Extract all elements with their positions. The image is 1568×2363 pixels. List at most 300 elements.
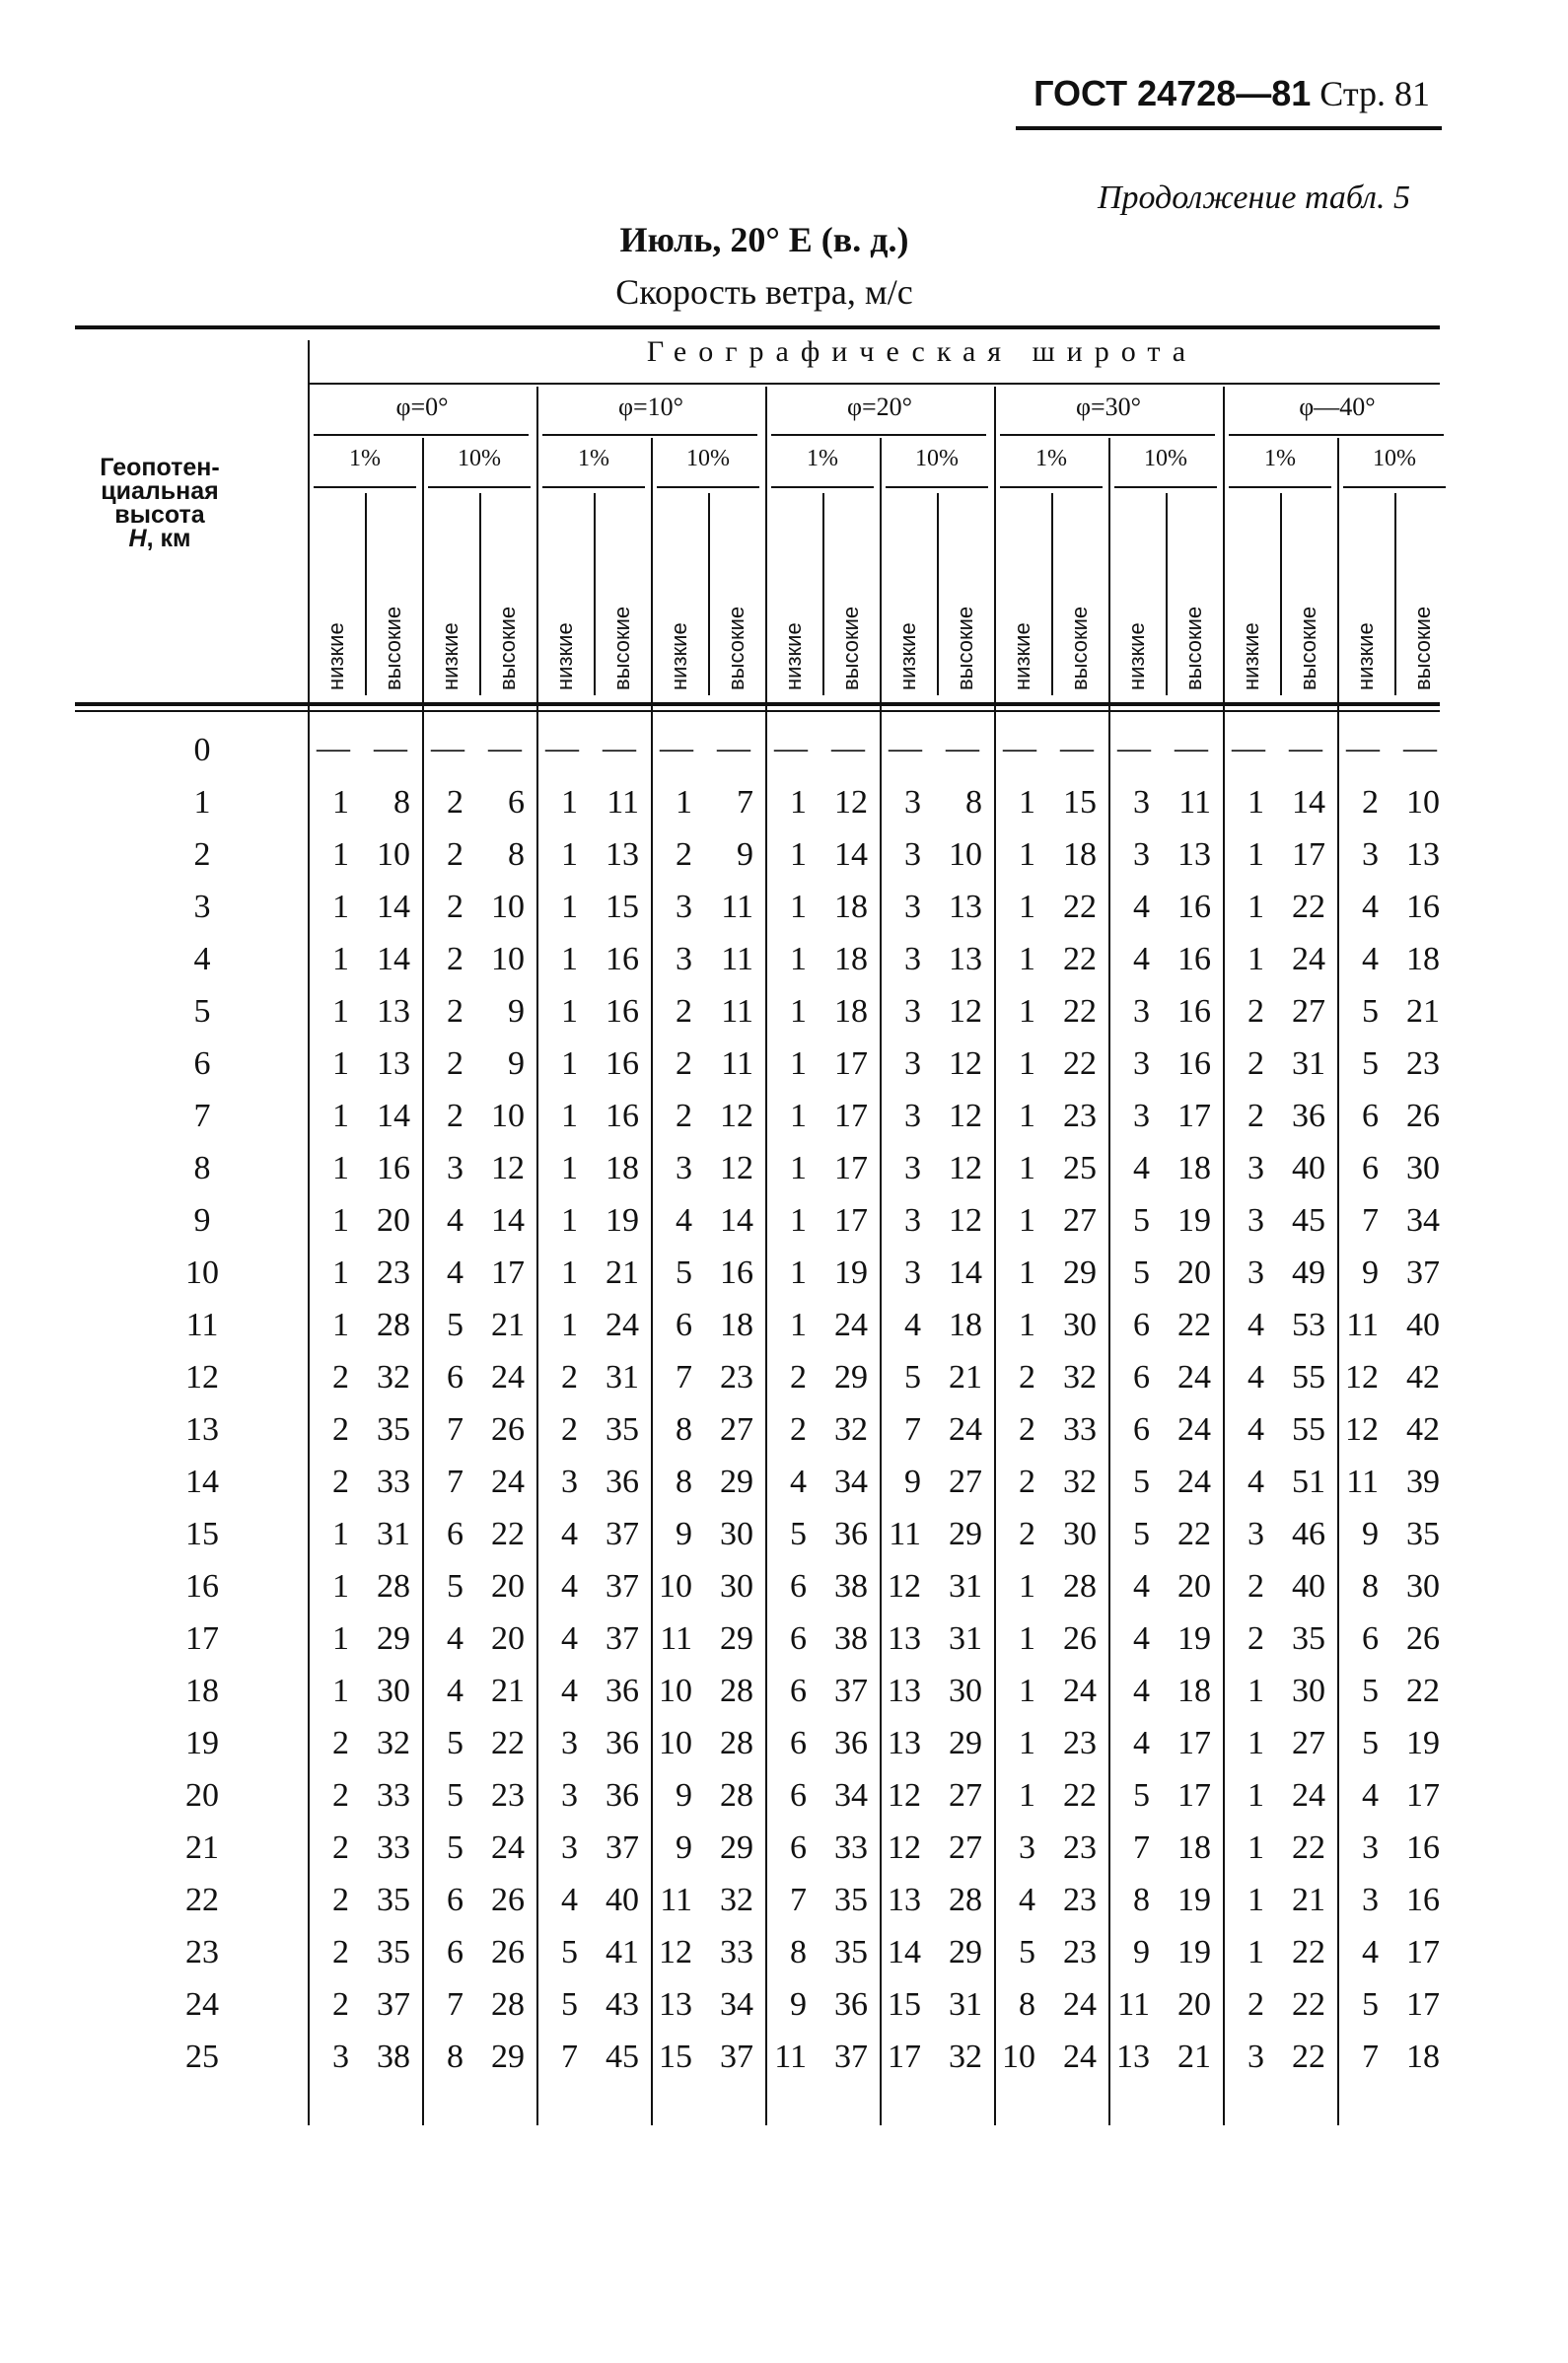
table-cell-high: 18 bbox=[834, 889, 868, 925]
table-cell-high: 16 bbox=[606, 941, 639, 977]
height-value: 13 bbox=[185, 1411, 219, 1448]
table-cell-low: 1 bbox=[1247, 1777, 1264, 1814]
table-cell-low: 1 bbox=[332, 1673, 349, 1709]
table-cell-low: 2 bbox=[1247, 1568, 1264, 1605]
table-cell-high: 16 bbox=[606, 993, 639, 1030]
table-cell-low: 7 bbox=[447, 1986, 463, 2023]
table-cell-high: 51 bbox=[1292, 1464, 1325, 1500]
table-cell-high: 14 bbox=[1292, 784, 1325, 821]
latitude-label: φ=10° bbox=[617, 393, 684, 421]
table-cell-high: 37 bbox=[606, 1829, 639, 1866]
latitude-label: φ—40° bbox=[1299, 393, 1376, 421]
level-header-rule bbox=[428, 486, 531, 488]
percent-label: 1% bbox=[349, 446, 381, 471]
table-cell-low: 8 bbox=[447, 2039, 463, 2075]
table-cell-high: 23 bbox=[720, 1359, 753, 1396]
level-label: низкие bbox=[667, 622, 691, 690]
table-cell-high: 27 bbox=[1292, 993, 1325, 1030]
table-cell-low: 5 bbox=[1362, 1986, 1379, 2023]
table-cell-high: 30 bbox=[1063, 1307, 1097, 1343]
table-cell-high: 37 bbox=[834, 1673, 868, 1709]
table-cell-low: 2 bbox=[1019, 1516, 1035, 1552]
table-cell-high: 26 bbox=[491, 1934, 525, 1970]
table-cell-high: 40 bbox=[1406, 1307, 1440, 1343]
table-cell-low: 5 bbox=[447, 1725, 463, 1761]
height-value: 22 bbox=[185, 1882, 219, 1918]
table-cell-low: 2 bbox=[332, 1359, 349, 1396]
percent-header-rule bbox=[1000, 434, 1215, 436]
table-cell-high: 11 bbox=[721, 1045, 753, 1082]
table-cell-high: 22 bbox=[1292, 889, 1325, 925]
table-cell-high: 24 bbox=[491, 1359, 525, 1396]
latitude-separator bbox=[1223, 387, 1225, 2125]
table-cell-low: 11 bbox=[1117, 1986, 1150, 2023]
table-cell-low: 4 bbox=[1362, 889, 1379, 925]
table-cell-low: 2 bbox=[561, 1359, 578, 1396]
table-cell-high: 19 bbox=[834, 1254, 868, 1291]
table-cell-high: 23 bbox=[1063, 1725, 1097, 1761]
table-cell-low: 1 bbox=[561, 1098, 578, 1134]
percent-header-rule bbox=[542, 434, 757, 436]
height-value: 20 bbox=[185, 1777, 219, 1814]
level-header-rule bbox=[542, 486, 645, 488]
level-separator bbox=[479, 493, 481, 695]
standard-number: ГОСТ 24728—81 bbox=[1033, 73, 1312, 113]
table-cell-low: 3 bbox=[561, 1777, 578, 1814]
table-cell-high: 19 bbox=[1177, 1202, 1211, 1239]
table-subtitle: Скорость ветра, м/с bbox=[615, 272, 913, 312]
dash-cell: — bbox=[1232, 730, 1265, 766]
table-cell-low: 6 bbox=[1362, 1620, 1379, 1657]
height-value: 3 bbox=[193, 889, 211, 925]
table-cell-high: 12 bbox=[949, 1098, 982, 1134]
table-cell-high: 17 bbox=[1406, 1934, 1440, 1970]
table-cell-high: 11 bbox=[721, 941, 753, 977]
table-cell-low: 1 bbox=[1247, 889, 1264, 925]
table-cell-high: 20 bbox=[491, 1568, 525, 1605]
table-cell-high: 31 bbox=[949, 1620, 982, 1657]
table-cell-high: 32 bbox=[377, 1359, 410, 1396]
table-cell-high: 23 bbox=[1063, 1882, 1097, 1918]
level-header-rule bbox=[1000, 486, 1103, 488]
height-value: 14 bbox=[185, 1464, 219, 1500]
percent-label: 1% bbox=[1264, 446, 1296, 471]
table-cell-low: 5 bbox=[447, 1829, 463, 1866]
dash-cell: — bbox=[889, 730, 922, 766]
table-cell-low: 7 bbox=[790, 1882, 807, 1918]
table-cell-low: 3 bbox=[904, 1202, 921, 1239]
table-cell-low: 8 bbox=[1362, 1568, 1379, 1605]
table-cell-low: 7 bbox=[1362, 2039, 1379, 2075]
table-cell-low: 4 bbox=[447, 1673, 463, 1709]
table-cell-high: 14 bbox=[377, 889, 410, 925]
table-cell-high: 35 bbox=[1292, 1620, 1325, 1657]
table-cell-high: 17 bbox=[491, 1254, 525, 1291]
table-cell-low: 5 bbox=[1133, 1516, 1150, 1552]
height-value: 19 bbox=[185, 1725, 219, 1761]
table-cell-low: 3 bbox=[1133, 993, 1150, 1030]
table-cell-high: 40 bbox=[1292, 1150, 1325, 1186]
table-cell-high: 22 bbox=[1063, 993, 1097, 1030]
table-cell-high: 30 bbox=[377, 1673, 410, 1709]
table-cell-high: 16 bbox=[1177, 941, 1211, 977]
table-cell-high: 14 bbox=[834, 836, 868, 873]
table-cell-low: 1 bbox=[332, 1202, 349, 1239]
table-cell-high: 16 bbox=[1406, 889, 1440, 925]
table-cell-high: 13 bbox=[1406, 836, 1440, 873]
table-cell-high: 13 bbox=[377, 993, 410, 1030]
table-cell-low: 12 bbox=[1345, 1359, 1379, 1396]
table-cell-low: 2 bbox=[676, 1045, 692, 1082]
table-cell-high: 45 bbox=[606, 2039, 639, 2075]
table-cell-high: 37 bbox=[377, 1986, 410, 2023]
table-cell-high: 19 bbox=[1177, 1620, 1211, 1657]
table-cell-high: 17 bbox=[1292, 836, 1325, 873]
level-header-rule bbox=[1114, 486, 1217, 488]
table-cell-high: 28 bbox=[1063, 1568, 1097, 1605]
dash-cell: — bbox=[1003, 730, 1036, 766]
percent-label: 10% bbox=[915, 446, 959, 471]
level-separator bbox=[1394, 493, 1396, 695]
table-cell-low: 1 bbox=[790, 1254, 807, 1291]
table-title: Июль, 20° E (в. д.) bbox=[619, 220, 909, 259]
table-cell-low: 1 bbox=[1247, 784, 1264, 821]
table-cell-high: 20 bbox=[1177, 1568, 1211, 1605]
table-top-rule bbox=[75, 325, 1440, 329]
table-cell-high: 28 bbox=[377, 1568, 410, 1605]
table-cell-high: 11 bbox=[721, 889, 753, 925]
table-cell-high: 26 bbox=[1406, 1620, 1440, 1657]
table-cell-low: 1 bbox=[790, 1307, 807, 1343]
level-label: высокие bbox=[1296, 606, 1320, 690]
table-cell-low: 4 bbox=[561, 1620, 578, 1657]
table-cell-high: 24 bbox=[1292, 1777, 1325, 1814]
table-cell-high: 18 bbox=[1177, 1673, 1211, 1709]
dash-cell: — bbox=[774, 730, 808, 766]
table-cell-high: 28 bbox=[949, 1882, 982, 1918]
height-value: 7 bbox=[193, 1098, 211, 1134]
level-separator bbox=[822, 493, 824, 695]
table-cell-low: 7 bbox=[447, 1411, 463, 1448]
height-value: 16 bbox=[185, 1568, 219, 1605]
height-value: 10 bbox=[185, 1254, 219, 1291]
level-separator bbox=[1166, 493, 1168, 695]
table-cell-low: 3 bbox=[1247, 1254, 1264, 1291]
table-cell-low: 1 bbox=[561, 1045, 578, 1082]
table-cell-high: 27 bbox=[1292, 1725, 1325, 1761]
table-cell-high: 13 bbox=[606, 836, 639, 873]
latitude-separator bbox=[536, 387, 538, 2125]
table-cell-low: 10 bbox=[659, 1568, 692, 1605]
table-cell-high: 30 bbox=[1063, 1516, 1097, 1552]
table-cell-high: 31 bbox=[949, 1986, 982, 2023]
table-cell-high: 19 bbox=[1177, 1882, 1211, 1918]
table-cell-high: 35 bbox=[834, 1882, 868, 1918]
page-number: Стр. 81 bbox=[1319, 74, 1430, 113]
level-header-rule bbox=[314, 486, 416, 488]
table-cell-high: 34 bbox=[1406, 1202, 1440, 1239]
level-label: высокие bbox=[1181, 606, 1206, 690]
table-cell-low: 11 bbox=[660, 1882, 692, 1918]
table-cell-low: 1 bbox=[561, 1150, 578, 1186]
table-cell-high: 12 bbox=[949, 993, 982, 1030]
level-separator bbox=[937, 493, 939, 695]
percent-label: 1% bbox=[807, 446, 838, 471]
table-cell-low: 13 bbox=[659, 1986, 692, 2023]
table-cell-high: 29 bbox=[491, 2039, 525, 2075]
percent-separator bbox=[422, 438, 424, 2125]
table-cell-high: 35 bbox=[834, 1934, 868, 1970]
table-cell-high: 17 bbox=[1406, 1777, 1440, 1814]
table-cell-high: 34 bbox=[834, 1777, 868, 1814]
page-header bbox=[1016, 73, 1430, 114]
level-label: высокие bbox=[381, 606, 405, 690]
table-cell-low: 2 bbox=[447, 1098, 463, 1134]
table-cell-high: 19 bbox=[1177, 1934, 1211, 1970]
table-cell-high: 34 bbox=[834, 1464, 868, 1500]
table-cell-high: 29 bbox=[949, 1934, 982, 1970]
table-cell-high: 37 bbox=[606, 1568, 639, 1605]
table-cell-low: 2 bbox=[332, 1882, 349, 1918]
table-cell-low: 10 bbox=[1002, 2039, 1035, 2075]
table-cell-high: 33 bbox=[377, 1464, 410, 1500]
table-cell-high: 13 bbox=[1177, 836, 1211, 873]
table-cell-low: 7 bbox=[904, 1411, 921, 1448]
percent-separator bbox=[1108, 438, 1110, 2125]
table-cell-low: 4 bbox=[561, 1516, 578, 1552]
table-cell-high: 22 bbox=[1292, 1829, 1325, 1866]
table-cell-high: 16 bbox=[1406, 1829, 1440, 1866]
table-cell-high: 24 bbox=[1177, 1359, 1211, 1396]
table-cell-high: 33 bbox=[377, 1777, 410, 1814]
table-cell-high: 16 bbox=[720, 1254, 753, 1291]
table-cell-low: 3 bbox=[1133, 836, 1150, 873]
level-label: низкие bbox=[1010, 622, 1034, 690]
table-cell-low: 1 bbox=[1019, 1777, 1035, 1814]
table-cell-high: 13 bbox=[949, 941, 982, 977]
table-cell-high: 31 bbox=[1292, 1045, 1325, 1082]
table-cell-high: 33 bbox=[720, 1934, 753, 1970]
table-cell-high: 24 bbox=[606, 1307, 639, 1343]
latitude-label: φ=20° bbox=[846, 393, 913, 421]
table-cell-high: 12 bbox=[834, 784, 868, 821]
height-value: 12 bbox=[185, 1359, 219, 1396]
table-cell-low: 1 bbox=[1019, 1202, 1035, 1239]
table-cell-low: 3 bbox=[1019, 1829, 1035, 1866]
table-cell-low: 3 bbox=[561, 1464, 578, 1500]
table-cell-low: 1 bbox=[561, 1254, 578, 1291]
table-cell-low: 1 bbox=[332, 1098, 349, 1134]
table-cell-low: 9 bbox=[676, 1516, 692, 1552]
table-cell-low: 2 bbox=[447, 836, 463, 873]
table-cell-high: 21 bbox=[1292, 1882, 1325, 1918]
dash-cell: — bbox=[1403, 730, 1437, 766]
table-cell-high: 14 bbox=[377, 941, 410, 977]
table-cell-high: 18 bbox=[834, 993, 868, 1030]
table-cell-high: 10 bbox=[491, 1098, 525, 1134]
table-cell-high: 18 bbox=[834, 941, 868, 977]
table-cell-low: 1 bbox=[1019, 1568, 1035, 1605]
height-value: 11 bbox=[185, 1307, 219, 1343]
table-cell-low: 3 bbox=[332, 2039, 349, 2075]
table-cell-high: 35 bbox=[1406, 1516, 1440, 1552]
continuation-note: Продолжение табл. 5 bbox=[1097, 179, 1410, 216]
table-cell-high: 21 bbox=[491, 1307, 525, 1343]
table-cell-high: 35 bbox=[377, 1411, 410, 1448]
table-cell-low: 2 bbox=[332, 1411, 349, 1448]
table-cell-low: 2 bbox=[676, 836, 692, 873]
table-cell-low: 5 bbox=[447, 1307, 463, 1343]
table-cell-low: 1 bbox=[332, 1254, 349, 1291]
geo-header: Географическая широта bbox=[646, 335, 1198, 368]
table-cell-high: 32 bbox=[1063, 1359, 1097, 1396]
table-cell-low: 8 bbox=[790, 1934, 807, 1970]
table-cell-high: 8 bbox=[508, 836, 525, 873]
table-cell-low: 1 bbox=[1019, 1098, 1035, 1134]
table-cell-high: 27 bbox=[949, 1464, 982, 1500]
table-cell-high: 22 bbox=[491, 1516, 525, 1552]
table-cell-high: 10 bbox=[491, 889, 525, 925]
table-cell-low: 1 bbox=[1247, 1725, 1264, 1761]
table-cell-low: 15 bbox=[888, 1986, 921, 2023]
table-cell-high: 35 bbox=[606, 1411, 639, 1448]
table-cell-low: 1 bbox=[790, 1202, 807, 1239]
percent-label: 10% bbox=[458, 446, 501, 471]
table-cell-high: 17 bbox=[834, 1202, 868, 1239]
table-cell-low: 1 bbox=[1019, 1254, 1035, 1291]
table-cell-low: 9 bbox=[676, 1777, 692, 1814]
table-cell-high: 18 bbox=[606, 1150, 639, 1186]
level-label: высокие bbox=[953, 606, 977, 690]
table-cell-low: 13 bbox=[888, 1620, 921, 1657]
table-cell-low: 1 bbox=[561, 993, 578, 1030]
table-cell-high: 37 bbox=[834, 2039, 868, 2075]
table-cell-low: 4 bbox=[561, 1568, 578, 1605]
percent-label: 10% bbox=[686, 446, 730, 471]
percent-label: 10% bbox=[1373, 446, 1416, 471]
dash-cell: — bbox=[374, 730, 407, 766]
table-cell-low: 10 bbox=[659, 1725, 692, 1761]
percent-header-rule bbox=[771, 434, 986, 436]
table-cell-high: 17 bbox=[834, 1150, 868, 1186]
table-cell-high: 18 bbox=[949, 1307, 982, 1343]
table-cell-low: 4 bbox=[1133, 941, 1150, 977]
table-cell-low: 2 bbox=[1247, 993, 1264, 1030]
latitude-label: φ=30° bbox=[1075, 393, 1142, 421]
table-cell-high: 26 bbox=[1063, 1620, 1097, 1657]
table-cell-high: 12 bbox=[720, 1150, 753, 1186]
table-cell-high: 22 bbox=[1063, 1777, 1097, 1814]
header-rule bbox=[1016, 126, 1442, 130]
table-cell-high: 29 bbox=[377, 1620, 410, 1657]
percent-header-rule bbox=[314, 434, 529, 436]
table-cell-high: 17 bbox=[1406, 1986, 1440, 2023]
table-cell-low: 4 bbox=[1133, 1725, 1150, 1761]
table-cell-high: 19 bbox=[606, 1202, 639, 1239]
percent-separator bbox=[1337, 438, 1339, 2125]
table-cell-high: 22 bbox=[1063, 941, 1097, 977]
table-cell-high: 29 bbox=[720, 1464, 753, 1500]
table-cell-high: 16 bbox=[377, 1150, 410, 1186]
table-cell-high: 21 bbox=[1177, 2039, 1211, 2075]
table-cell-high: 24 bbox=[834, 1307, 868, 1343]
table-cell-high: 11 bbox=[606, 784, 639, 821]
table-cell-high: 28 bbox=[491, 1986, 525, 2023]
table-cell-low: 3 bbox=[904, 1098, 921, 1134]
table-cell-low: 6 bbox=[790, 1673, 807, 1709]
dash-cell: — bbox=[1289, 730, 1322, 766]
table-cell-low: 2 bbox=[1247, 1098, 1264, 1134]
table-cell-low: 2 bbox=[447, 941, 463, 977]
table-cell-high: 24 bbox=[1063, 1986, 1097, 2023]
table-cell-low: 3 bbox=[447, 1150, 463, 1186]
level-header-rule bbox=[1229, 486, 1331, 488]
table-cell-high: 30 bbox=[720, 1516, 753, 1552]
height-value: 4 bbox=[193, 941, 211, 977]
table-cell-low: 3 bbox=[1133, 1098, 1150, 1134]
table-cell-high: 28 bbox=[720, 1725, 753, 1761]
level-label: высокие bbox=[838, 606, 863, 690]
table-cell-high: 20 bbox=[1177, 1254, 1211, 1291]
table-cell-low: 1 bbox=[332, 1620, 349, 1657]
table-cell-low: 1 bbox=[332, 1150, 349, 1186]
table-cell-low: 4 bbox=[447, 1620, 463, 1657]
table-cell-low: 3 bbox=[1247, 2039, 1264, 2075]
level-separator bbox=[365, 493, 367, 695]
table-cell-low: 1 bbox=[1247, 1934, 1264, 1970]
table-cell-high: 26 bbox=[491, 1411, 525, 1448]
table-cell-low: 1 bbox=[1019, 784, 1035, 821]
table-cell-low: 5 bbox=[1133, 1464, 1150, 1500]
table-cell-high: 26 bbox=[1406, 1098, 1440, 1134]
table-cell-low: 5 bbox=[447, 1568, 463, 1605]
table-cell-low: 1 bbox=[332, 1307, 349, 1343]
table-cell-low: 5 bbox=[1133, 1777, 1150, 1814]
level-label: низкие bbox=[1353, 622, 1378, 690]
level-separator bbox=[1280, 493, 1282, 695]
level-label: высокие bbox=[609, 606, 634, 690]
table-cell-high: 45 bbox=[1292, 1202, 1325, 1239]
table-cell-high: 24 bbox=[1292, 941, 1325, 977]
height-value: 2 bbox=[193, 836, 211, 873]
table-cell-high: 35 bbox=[377, 1882, 410, 1918]
table-cell-low: 11 bbox=[774, 2039, 807, 2075]
table-cell-high: 20 bbox=[491, 1620, 525, 1657]
height-value: 9 bbox=[193, 1202, 211, 1239]
table-cell-low: 1 bbox=[561, 784, 578, 821]
table-cell-low: 2 bbox=[447, 1045, 463, 1082]
table-cell-low: 4 bbox=[561, 1882, 578, 1918]
table-cell-high: 36 bbox=[834, 1986, 868, 2023]
table-cell-high: 42 bbox=[1406, 1359, 1440, 1396]
table-cell-high: 17 bbox=[1177, 1725, 1211, 1761]
table-cell-high: 30 bbox=[949, 1673, 982, 1709]
table-cell-low: 3 bbox=[904, 1254, 921, 1291]
table-cell-low: 14 bbox=[888, 1934, 921, 1970]
height-column-header: Геопотен- циальная высота H, км bbox=[100, 454, 220, 552]
table-cell-low: 2 bbox=[561, 1411, 578, 1448]
table-cell-high: 31 bbox=[606, 1359, 639, 1396]
table-cell-high: 32 bbox=[949, 2039, 982, 2075]
table-cell-high: 33 bbox=[1063, 1411, 1097, 1448]
table-cell-low: 1 bbox=[1019, 1725, 1035, 1761]
table-cell-high: 36 bbox=[1292, 1098, 1325, 1134]
table-cell-high: 36 bbox=[606, 1777, 639, 1814]
table-cell-high: 32 bbox=[1063, 1464, 1097, 1500]
table-cell-high: 28 bbox=[377, 1307, 410, 1343]
table-cell-low: 4 bbox=[1133, 1150, 1150, 1186]
table-cell-low: 3 bbox=[1362, 1829, 1379, 1866]
